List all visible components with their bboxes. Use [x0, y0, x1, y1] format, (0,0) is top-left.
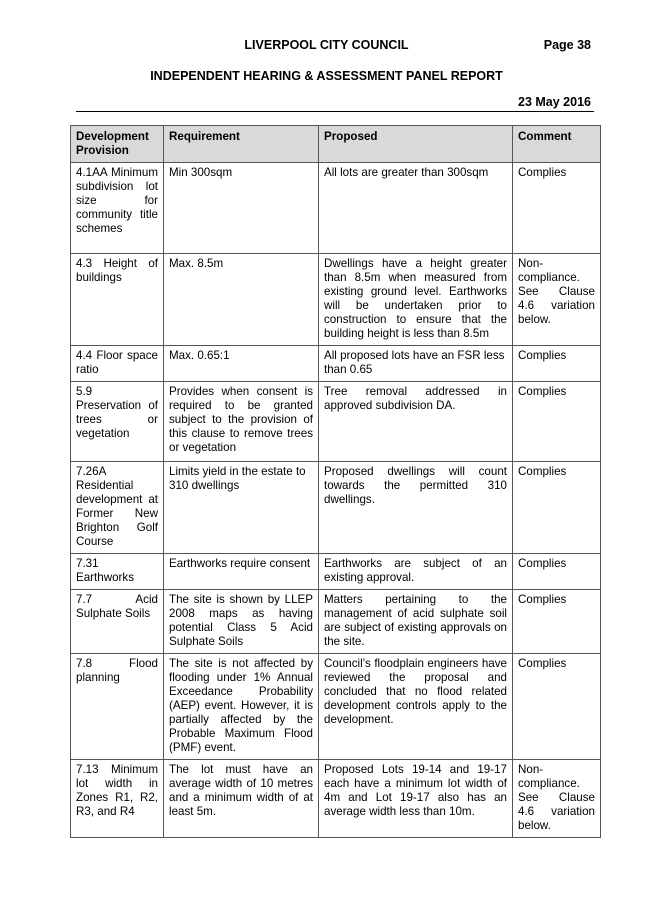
requirement-cell: The site is shown by LLEP 2008 maps as having potential Class 5 Acid Sulphate Soils — [164, 590, 319, 654]
comment-cell: Complies — [513, 590, 601, 654]
proposed-cell: All lots are greater than 300sqm — [319, 163, 513, 254]
table-row — [71, 554, 601, 590]
proposed-cell: Matters pertaining to the management of acid sulphate soil are subject of existing approvals on the site. — [319, 590, 513, 654]
table-row — [71, 382, 601, 462]
comment-cell: Complies — [513, 654, 601, 760]
requirement-cell: Max. 8.5m — [164, 254, 319, 346]
provision-cell: 7.13 Minimum lot width in Zones R1, R2, R3, and R4 — [71, 760, 164, 838]
requirement-cell: The lot must have an average width of 10 metres and a minimum width of at least 5m. — [164, 760, 319, 838]
table-row — [71, 163, 601, 254]
proposed-cell: Proposed Lots 19-14 and 19-17 each have a minimum lot width of 4m and Lot 19-17 also has an average width less than 10m. — [319, 760, 513, 838]
requirement-cell: Earthworks require consent — [164, 554, 319, 590]
report-title: INDEPENDENT HEARING & ASSESSMENT PANEL REPORT — [150, 69, 503, 83]
provision-cell: 7.8 Flood planning — [71, 654, 164, 760]
requirement-cell: Provides when consent is required to be granted subject to the provision of this clause to remove trees or vegetation — [164, 382, 319, 462]
proposed-cell: Proposed dwellings will count towards the permitted 310 dwellings. — [319, 462, 513, 554]
proposed-cell: Tree removal addressed in approved subdivision DA. — [319, 382, 513, 462]
requirement-cell: The site is not affected by flooding under 1% Annual Exceedance Probability (AEP) event. However, it is partially affected by the Probable Maximum Flood (PMF) event. — [164, 654, 319, 760]
table-header-row — [71, 126, 601, 163]
comment-cell: Non-compliance. See Clause 4.6 variation below. — [513, 760, 601, 838]
table-row — [71, 760, 601, 838]
header-requirement: Requirement — [164, 126, 319, 163]
council-name: LIVERPOOL CITY COUNCIL — [244, 38, 409, 52]
proposed-cell: All proposed lots have an FSR less than 0.65 — [319, 346, 513, 382]
proposed-cell: Council’s floodplain engineers have reviewed the proposal and concluded that no flood related development controls apply to the development. — [319, 654, 513, 760]
comment-cell: Complies — [513, 462, 601, 554]
proposed-cell: Dwellings have a height greater than 8.5m when measured from existing ground level. Earthworks will be undertaken prior to construction to ensure that the building height is less than 8.5m — [319, 254, 513, 346]
table-row — [71, 654, 601, 760]
provision-cell: 7.31 Earthworks — [71, 554, 164, 590]
provision-cell: 5.9 Preservation of trees or vegetation — [71, 382, 164, 462]
header-comment: Comment — [513, 126, 601, 163]
report-date: 23 May 2016 — [518, 95, 591, 109]
provision-cell: 4.1AA Minimum subdivision lot size for community title schemes — [71, 163, 164, 254]
page-number: Page 38 — [543, 38, 591, 52]
header-development-provision: Development Provision — [71, 126, 164, 163]
proposed-cell: Earthworks are subject of an existing approval. — [319, 554, 513, 590]
provision-cell: 4.4 Floor space ratio — [71, 346, 164, 382]
provisions-table — [70, 125, 601, 838]
requirement-cell: Max. 0.65:1 — [164, 346, 319, 382]
table-row — [71, 590, 601, 654]
comment-cell: Complies — [513, 163, 601, 254]
provision-cell: 7.7 Acid Sulphate Soils — [71, 590, 164, 654]
table-row — [71, 462, 601, 554]
table-row — [71, 346, 601, 382]
comment-cell: Non-compliance. See Clause 4.6 variation below. — [513, 254, 601, 346]
comment-cell: Complies — [513, 346, 601, 382]
comment-cell: Complies — [513, 554, 601, 590]
header-proposed: Proposed — [319, 126, 513, 163]
comment-cell: Complies — [513, 382, 601, 462]
provision-cell: 4.3 Height of buildings — [71, 254, 164, 346]
table-row — [71, 254, 601, 346]
requirement-cell: Limits yield in the estate to 310 dwellings — [164, 462, 319, 554]
page-header — [0, 38, 653, 56]
provision-cell: 7.26A Residential development at Former New Brighton Golf Course — [71, 462, 164, 554]
requirement-cell: Min 300sqm — [164, 163, 319, 254]
header-rule — [76, 111, 594, 112]
